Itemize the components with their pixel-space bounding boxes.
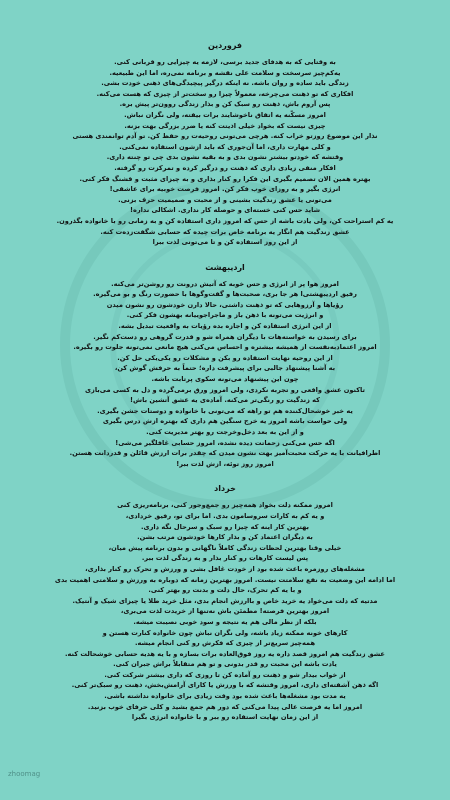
text-line: عشق زندگیت هم انگار یه برنامه خاص برات چیده که حسابی شگفت‌زده‌ت کنه. bbox=[100, 227, 350, 236]
text-line: امروز روز توئه، ازش لذت ببر! bbox=[176, 459, 274, 468]
section-farvardin bbox=[10, 40, 440, 248]
text-line: نذار این موضوع روزتو خراب کنه. هرچی می‌تونی روحیه‌ت رو حفظ کن. تو آدم توانمندی هستی bbox=[72, 132, 378, 141]
text-line: که زندگیت رو رنگی‌تر می‌کنه. آماده‌ی یه عشق آتشین باش! bbox=[129, 396, 320, 405]
text-line: و با یه کم تحرک، حال دلت و بدنت رو بهتر کنی. bbox=[148, 586, 302, 595]
text-line: و انرژیت می‌تونه با ذهن باز و ماجراجوییانه بهشون فکر کنی. bbox=[126, 311, 324, 320]
text-line: چون این پیشنهاد می‌تونه سکوی پرتابت باشه. bbox=[151, 375, 299, 384]
text-line: به آشنا پیشنهاد جالبی برای پیشرفت داره؛ حتماً به حرفش گوش کن، bbox=[114, 364, 336, 373]
text-line: برای رسیدن به خواسته‌هات با دیگران همراه شو و قدرت گروهی رو دست‌کم نگیر. bbox=[93, 332, 357, 341]
text-line: رفیق اردیبهشتی‌ا هر جا بری، صحبت‌ها و گفت‌وگوها با حضورت رنگ و بو می‌گیره. bbox=[93, 290, 357, 299]
text-line: از این روحیه نهایت استفاده رو بکن و مشکلات رو یکی‌یکی حل کن. bbox=[117, 353, 333, 362]
text-line: و کلی مهارت داری، اما آن‌جوری که باید ازشون استفاده نمی‌کنی. bbox=[119, 142, 331, 151]
text-line: مشغله‌های روزمره باعث شده بود از خودت غافل بشی و ورزش و تحرک رو کنار بذاری، bbox=[85, 564, 365, 573]
text-line: به دیگران اعتماد کن و بذار کارها خودشون مرتب بشن. bbox=[137, 533, 313, 542]
text-line: بهتره همین الان تصمیم بگیری این فکرا رو کنار بذاری و به چیزای مثبت و قشنگ فکر کنی. bbox=[79, 174, 371, 183]
text-line: از این روز استفاده کن و تا می‌تونی لذت ببرا bbox=[152, 238, 298, 247]
text-line: ولی حواست باشه امروز یه خرج سنگین هم داری که بهتره ازش درس بگیری bbox=[102, 417, 348, 426]
text-line: اگه حس می‌کنی زحماتت دیده نشده، امروز حسابی غافلگیر می‌شی! bbox=[115, 438, 335, 447]
section-body-farvardin bbox=[10, 57, 440, 248]
text-line: همه‌چیز سریع‌تر از چیزی که فکرش رو کنی انجام میشه. bbox=[134, 639, 316, 648]
text-line: پس لیست کارهات رو کنار بذار و به زندگی لذت ببر. bbox=[141, 554, 309, 563]
text-line: یه مدت بود مشغله‌ها باعث شده بود وقت زیادی برای خانواده نداشته باشی. bbox=[104, 692, 346, 701]
section-khordad bbox=[10, 483, 440, 722]
text-line: امروز ممکنه دلت بخواد همه‌چیز رو جمع‌وجور کنی، برنامه‌ریزی کنی bbox=[117, 501, 333, 510]
text-line: و یه کم به کارات سروسامون بدی. اما برای تو، رفیق خردادی، bbox=[125, 511, 325, 520]
text-line: انرژی بگیر و به روزای خوب فکر کن. امروز فرصت خوبیه برای عاشقی! bbox=[109, 185, 341, 194]
text-line: از این انرژی استفاده کن و اجازه بده رؤیات به واقعیت تبدیل بشه. bbox=[118, 322, 332, 331]
text-line: خیلی وقتا بهترین لحظات زندگی کاملاً ناگهانی و بدون برنامه پیش میان، bbox=[108, 543, 342, 552]
section-title-farvardin: فروردین bbox=[207, 41, 243, 50]
text-line: از این زمان نهایت استفاده رو ببر و با خانواده انرژی بگیرا bbox=[131, 713, 319, 722]
section-body-ordibehesht bbox=[10, 279, 440, 470]
section-body-khordad bbox=[10, 500, 440, 722]
text-line: رؤیاها و آرزوهایی که تو ذهنت داشتی، حالا دارن خودشون رو نشون میدن bbox=[106, 300, 344, 309]
text-line: امروز مسکّنه یه اتفاق ناخوشایند برات بیفته، ولی نگران نباش. bbox=[124, 110, 326, 119]
text-line: امروز اما یه فرصت عالی پیدا می‌کنی که دور هم جمع بشید و کلی حرفای خوب بزنید. bbox=[87, 702, 363, 711]
text-line: افکاری که تو ذهنت می‌چرخه، معمولاً چیزا رو سخت‌تر از چیزی که هست می‌کنه. bbox=[96, 89, 354, 98]
text-line: اطرافیانت با یه حرکت محبت‌آمیز بهت نشون میدن که چقدر برات ارزش قائلن و قدردانت هستن. bbox=[69, 449, 381, 458]
text-line: تاکنون عشق واقعی رو تجربه نکردی، ولی امروز ورق برمی‌گرده و دل به کسی می‌بازی bbox=[84, 385, 365, 394]
watermark-text: zhoomag bbox=[8, 770, 41, 778]
text-line: یادت باشه این محبت رو قدر بدونی و تو هم متقابلاً براش جبران کنی. bbox=[113, 660, 337, 669]
text-line: زندگی باید ساده و روان باشه. نه اینکه درگیر پیچیدگی‌های ذهنی خودت بشی. bbox=[101, 79, 349, 88]
text-line: امروز بهترین فرصته! مطمئن باش نه‌تنها از خریدت لذت می‌بری، bbox=[120, 607, 330, 616]
text-line: چیزی نیست که بخواد خیلی اذیتت کنه یا ضرر بزرگی بهت بزنه. bbox=[124, 121, 326, 130]
text-line: اگه ذهن آشفته‌ای داری، امروز وقتشه که با ورزش یا کارای آرامش‌بخش، ذهنت رو سبک‌تر کنی. bbox=[71, 681, 379, 690]
text-line: امروز هوا پر از انرژی و حس خوبه که آتیش درونت رو روشن‌تر می‌کنه. bbox=[111, 279, 339, 288]
text-line: کارهای خونه ممکنه زیاد باشه، ولی نگران نباش چون خانواده کنارت هستن و bbox=[102, 628, 348, 637]
text-line: و از این به بعد دخل‌وخرجت رو بهتر مدیریت کنی. bbox=[146, 428, 304, 436]
text-line: پس آروم باش، ذهنت رو سبک کن و بذار زندگی روون‌تر پیش بره. bbox=[119, 100, 331, 109]
text-line: بهترین کار اینه که چیزا رو سبک و سرحال نگه داری. bbox=[141, 522, 309, 531]
text-line: می‌تونی یا عشق زندگیت بشینی و از محبت و صمیمیت حرف بزنی. bbox=[118, 195, 332, 204]
section-ordibehesht bbox=[10, 262, 440, 470]
text-line: یه‌کم‌چیز سرسخت و سلامت علی نقشه و برنامه نمی‌ره، اما این طبیعیه. bbox=[109, 68, 341, 77]
text-line: مدتیه که دلت می‌خواد یه خرید خاص و باارزش انجام بدی، مثل خرید طلا یا چیزای شیک و آنتیک. bbox=[72, 596, 378, 605]
text-line: امروز اعتمادبه‌نفست از همیشه بیشتره و احساس می‌کنی هیچ مانعی نمی‌تونه جلوت رو بگیره. bbox=[73, 343, 377, 352]
text-line: به وقتایی که به هدفای جدید برسی، لازمه یه چیزایی رو قربانی کنی. bbox=[114, 58, 336, 66]
text-line: یه کم استراحت کن، ولی یادت باشه از حس که امروز داری استفاده کن و به زمانی رو با خانواده بگذرون. bbox=[56, 216, 394, 225]
text-line: عشق زندگیت هم امروز قصد داره یه روز فوق‌العاده برات بسازه و با یه هدیه حسابی خوشحالت کنه. bbox=[65, 649, 385, 658]
section-title-ordibehesht: اردیبهشت bbox=[205, 262, 245, 272]
text-line: یه خبر خوشحال‌کننده هم تو راهه که می‌تونی با خانواده و دوستات جشن بگیری. bbox=[97, 406, 353, 415]
text-line: بلکه از نظر مالی هم یه نتیجه و سود خوبی نصیبت میشه. bbox=[133, 617, 317, 626]
text-line: از خواب بیدار شو و ذهنت رو آماده کن تا روزی که داری بیشتر شرکت کنی. bbox=[104, 670, 346, 679]
text-line: شاید حس کنی خسته‌ای و حوصله کار نداری. اشکالی نداره! bbox=[129, 206, 321, 215]
section-title-khordad: خرداد bbox=[214, 484, 236, 494]
text-line: افکار منفی زیادی داری که ذهنت رو درگیر کرده و تمرکزت رو گرفته. bbox=[114, 163, 336, 172]
text-line: اما ادامه این وضعیت به نفع سلامتت نیست. امروز بهترین زمانه که دوباره به ورزش و سلامتی اهمیت بدی bbox=[54, 575, 396, 584]
text-line: وقتشه که خودتو بیشتر نشون بدی و به بقیه نشون بدی چی تو چنته داری. bbox=[106, 153, 344, 162]
